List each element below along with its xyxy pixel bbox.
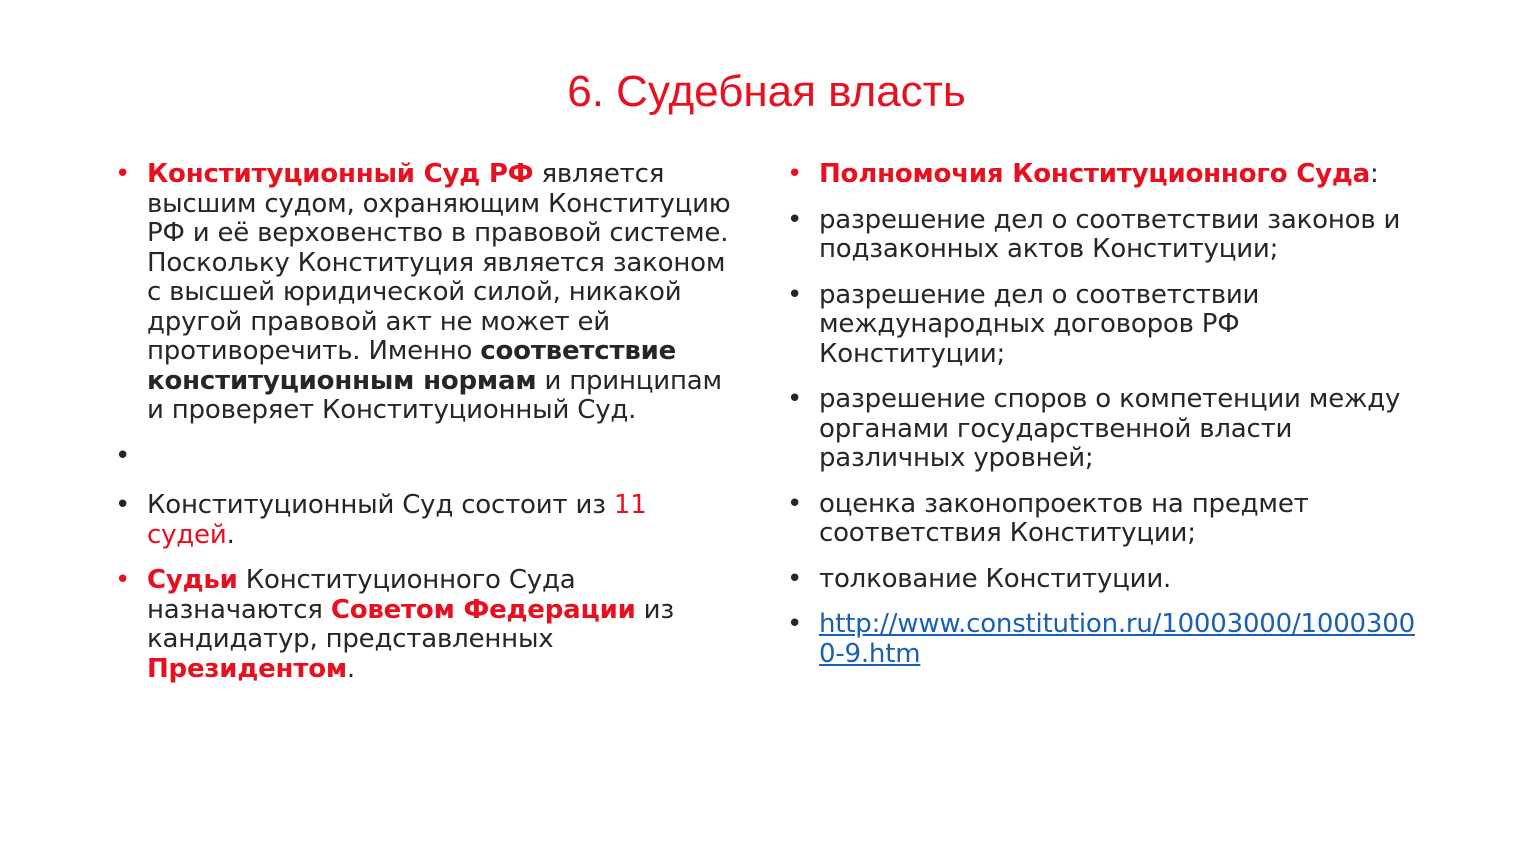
item-text: и принципам и проверяет Конституционный Суд. <box>147 365 722 425</box>
item-text: является высшим судом, охраняющим Конституцию РФ и её верховенство в правовой системе. Поскольку Конституция является законом с высшей юридической силой, никакой другой правовой акт не может ей противоречить. Именно <box>147 159 731 366</box>
powers-heading <box>784 160 1424 190</box>
constitution-link[interactable]: http://www.constitution.ru/10003000/10003000-9.htm <box>819 609 1415 669</box>
list-item: • толкование Конституции. <box>784 565 1424 595</box>
item-text: из кандидатур, представленных <box>147 594 674 654</box>
item-text: . <box>226 519 235 550</box>
item-bold-text: соответствие конституционным нормам <box>147 336 677 396</box>
item-text: Конституционный Суд состоит из <box>147 490 614 520</box>
list-item: • разрешение дел о соответствии международных договоров РФ Конституции; <box>784 281 1424 370</box>
empty-list-item <box>112 442 737 472</box>
left-column-list <box>112 160 737 700</box>
list-item <box>112 160 737 426</box>
constitutional-court-label: Конституционный Суд РФ <box>147 159 534 189</box>
powers-heading-text: Полномочия Конституционного Суда <box>819 159 1371 189</box>
federation-council-label: Советом Федерации <box>330 594 636 625</box>
list-item: • разрешение дел о соответствии законов и подзаконных актов Конституции; <box>784 206 1424 265</box>
judges-count: 11 судей <box>147 490 647 550</box>
item-text: . <box>346 653 355 684</box>
list-item: • разрешение споров о компетенции между органами государственной власти различных уровней; <box>784 385 1424 474</box>
president-label: Президентом <box>147 653 347 684</box>
slide-title: 6. Судебная власть <box>567 67 966 116</box>
powers-heading-colon: : <box>1370 159 1379 189</box>
right-column-list <box>784 160 1424 685</box>
judges-label: Судьи <box>147 565 238 595</box>
list-item <box>112 566 737 684</box>
list-item: • оценка законопроектов на предмет соответствия Конституции; <box>784 490 1424 549</box>
list-item <box>112 491 737 550</box>
item-text: Конституционного Суда назначаются <box>147 565 576 625</box>
list-item <box>784 610 1424 669</box>
